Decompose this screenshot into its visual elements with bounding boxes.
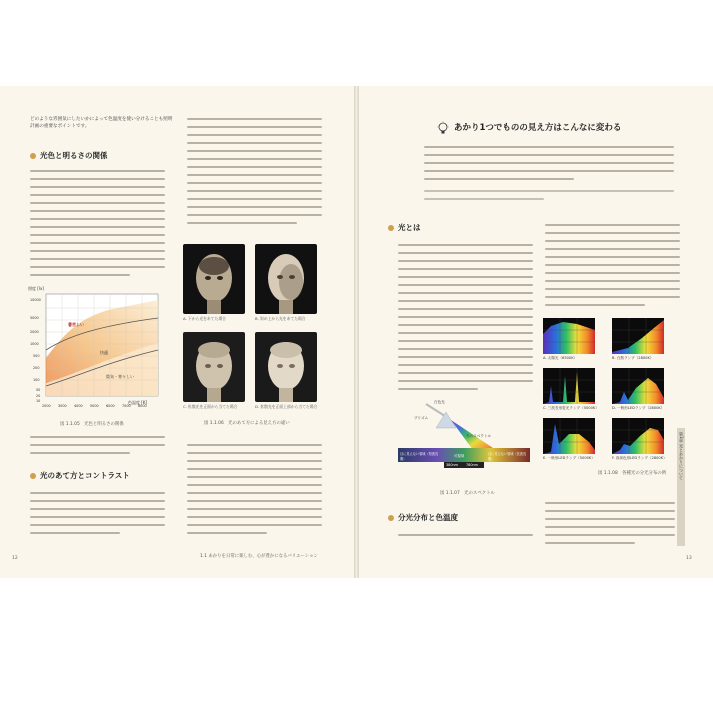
graph-ytick: 200 (33, 366, 40, 370)
graph-xtick: 4000 (74, 404, 83, 408)
spectra-caption: 図 1.1.08 各種光の分光分布の例 (598, 471, 667, 476)
spectrum-label: B. 白熱ランプ（2800K） (612, 356, 654, 360)
spectrum-label: A. 太陽光（6500K） (543, 356, 578, 360)
section-title: 光のあて方とコントラスト (40, 471, 130, 480)
graph-xtick: 3000 (58, 404, 67, 408)
light-bulb-icon (436, 120, 450, 134)
heading-bullet-icon (388, 225, 394, 231)
photo-lit-from-above-angle (255, 244, 317, 314)
diagram-white-light-label: 白色光 (434, 400, 445, 404)
graph-ytick: 2000 (30, 330, 39, 334)
photo-diffuse-front (183, 332, 245, 402)
graph-ytick: 20 (36, 394, 41, 398)
spectrum-label: E. 一般形LEDランプ（5000K） (543, 456, 595, 460)
section-title: 光とは (398, 223, 421, 232)
spectrum-diagram (396, 398, 536, 482)
photo-label: C. 拡散光を正面から当てた場合 (183, 404, 238, 409)
page-number-right: 13 (686, 556, 692, 561)
section-title: 分光分布と色温度 (398, 513, 458, 522)
photo-label: A. 下から光をあてた場合 (183, 316, 226, 321)
graph-xlabel: 色温度 [K] (128, 400, 148, 405)
spectrum-chart-led-warm (612, 368, 664, 404)
heading-bullet-icon (30, 153, 36, 159)
graph-xtick: 5000 (90, 404, 99, 408)
spectrum-chart-fluorescent (543, 368, 595, 404)
section-title: 光色と明るさの関係 (40, 151, 108, 160)
page-footer: 1.1 あかりを日常に楽しむ、心が豊かになるバリエーション (200, 554, 318, 559)
diagram-caption: 図 1.1.07 光のスペクトル (440, 491, 495, 496)
graph-region-hot: 暑苦しい (68, 322, 84, 327)
spectrum-label: D. 一般形LEDランプ（2800K） (612, 406, 665, 410)
light-color-graph (28, 288, 168, 418)
chapter-side-tab: 第1章 光とあかりについて (677, 428, 685, 546)
graph-ylabel: 照度 [lx] (28, 286, 44, 291)
section-heading-light-color (30, 150, 108, 161)
graph-xtick: 6000 (106, 404, 115, 408)
heading-bullet-icon (388, 515, 394, 521)
diagram-wl-short: 380nm (446, 463, 458, 467)
diagram-wl-long: 780nm (466, 463, 478, 467)
spectrum-chart-led-cool (543, 418, 595, 454)
spectrum-chart-incandescent (612, 318, 664, 354)
photos-caption: 図 1.1.06 光のあて方による見え方の違い (204, 421, 290, 426)
graph-caption: 図 1.1.05 光色と明るさの関係 (60, 422, 124, 427)
diagram-visible-box: 可視域 (454, 454, 465, 458)
spectrum-label: C. 三波長形蛍光ランプ（5000K） (543, 406, 599, 410)
heading-bullet-icon (30, 473, 36, 479)
graph-ytick: 500 (33, 354, 40, 358)
graph-ytick: 1000 (30, 342, 39, 346)
diagram-long-wave-box: 目に見えない領域（長波長側） (488, 452, 527, 461)
section-heading-spectral-distribution (388, 512, 458, 523)
diagram-prism-label: プリズム (414, 416, 429, 420)
photo-label: B. 斜め上から光をあてた場合 (255, 316, 306, 321)
intro-paragraph: どのような雰囲気にしたいかによって色温度を使い分けることも照明計画の重要なポイントです。 (30, 117, 173, 129)
graph-ytick: 5000 (30, 316, 39, 320)
spectrum-label: F. 高演色形LEDランプ（2800K） (612, 456, 667, 460)
right-page-title: あかり1つでものの見え方はこんなに変わる (454, 123, 622, 133)
graph-region-pleasant: 快適 (100, 350, 108, 355)
graph-ytick: 50 (36, 388, 41, 392)
photo-lit-from-below (183, 244, 245, 314)
book-gutter (354, 86, 359, 578)
graph-xtick: 7000 (122, 404, 131, 408)
graph-xtick: 8000 (138, 404, 147, 408)
graph-ytick: 10 (36, 399, 41, 403)
page-number-left: 12 (12, 556, 18, 561)
spectrum-chart-sunlight (543, 318, 595, 354)
spectrum-chart-led-high-cri (612, 418, 664, 454)
graph-ytick: 10000 (30, 298, 41, 302)
section-heading-what-is-light (388, 222, 421, 233)
photo-label: D. 拡散光を正面上部から当てた場合 (255, 404, 318, 409)
graph-ytick: 100 (33, 378, 40, 382)
diagram-short-wave-box: 目に見えない領域（短波長側） (400, 452, 439, 461)
graph-xtick: 2000 (42, 404, 51, 408)
section-heading-contrast (30, 470, 130, 481)
graph-region-dim: 陰気・寒々しい (106, 374, 134, 379)
diagram-spectrum-label: 光のスペクトル (466, 434, 492, 438)
photo-diffuse-front-top (255, 332, 317, 402)
